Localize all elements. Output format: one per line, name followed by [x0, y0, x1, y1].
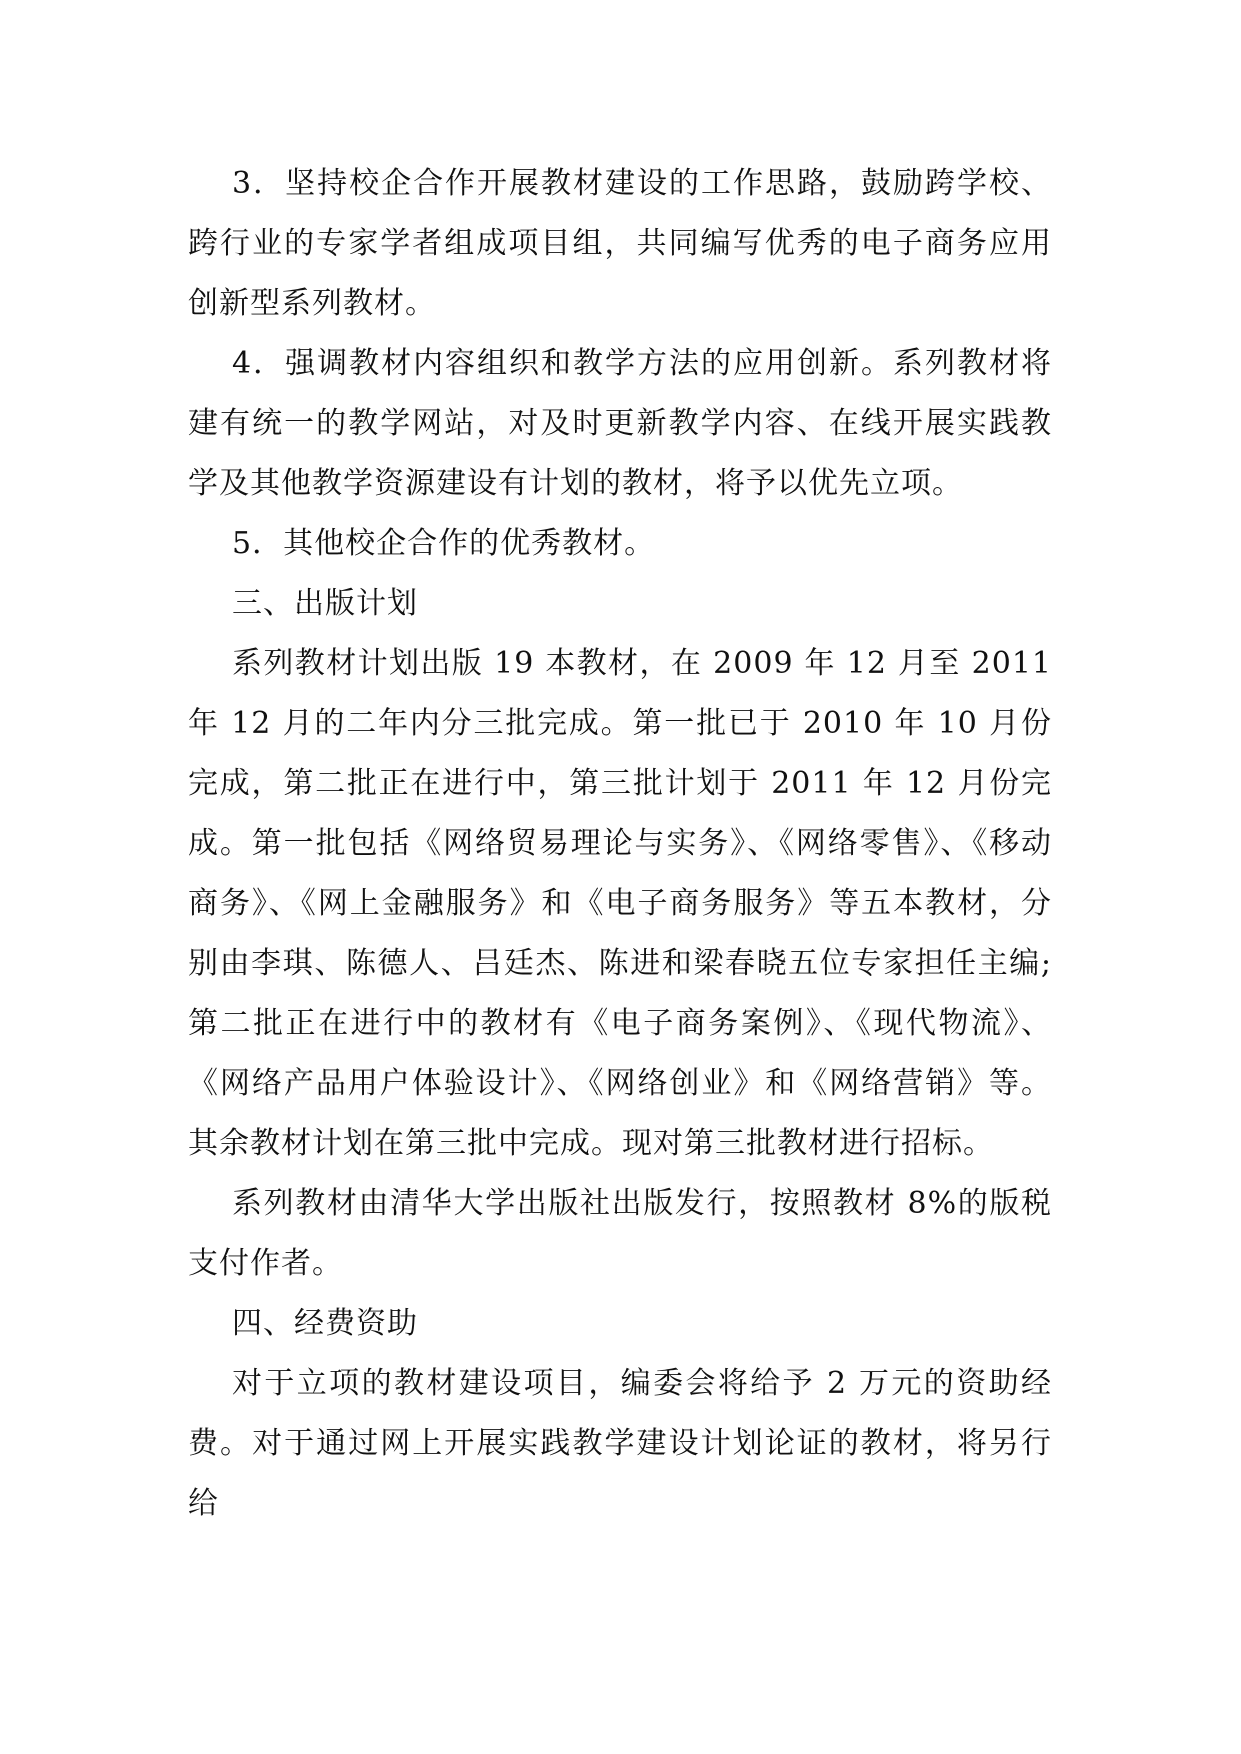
paragraph-royalty: 系列教材由清华大学出版社出版发行，按照教材 8%的版税支付作者。: [188, 1186, 1052, 1281]
section-heading-funding: 四、经费资助: [232, 1306, 418, 1341]
paragraph-publication-plan: 系列教材计划出版 19 本教材，在 2009 年 12 月至 2011 年 12 月的二年内分三批完成。第一批已于 2010 年 10 月份完成，第二批正在进行中，第三批计划于 2011 年 12 月份完成。第一批包括《网络贸易理论与实务》、《网络零售》、《移动商务》、《网上金融服务》和《电子商务服务》等五本教材，分别由李琪、陈德人、吕廷杰、陈进和梁春晓五位专家担任主编; 第二批正在进行中的教材有《电子商务案例》、《现代物流》、《网络产品用户体验设计》、《网络创业》和《网络营销》等。其余教材计划在第三批中完成。现对第三批教材进行招标。: [188, 646, 1052, 1161]
paragraph-funding: 对于立项的教材建设项目，编委会将给予 2 万元的资助经费。对于通过网上开展实践教学建设计划论证的教材，将另行给: [188, 1366, 1052, 1521]
section-heading-publication-plan: 三、出版计划: [232, 586, 418, 621]
document-body: [188, 154, 1052, 1534]
paragraph-item-3: 3．坚持校企合作开展教材建设的工作思路，鼓励跨学校、跨行业的专家学者组成项目组，共同编写优秀的电子商务应用创新型系列教材。: [188, 166, 1052, 321]
paragraph-item-4: 4．强调教材内容组织和教学方法的应用创新。系列教材将建有统一的教学网站，对及时更新教学内容、在线开展实践教学及其他教学资源建设有计划的教材，将予以优先立项。: [188, 346, 1052, 501]
paragraph-item-5: 5．其他校企合作的优秀教材。: [232, 526, 656, 561]
